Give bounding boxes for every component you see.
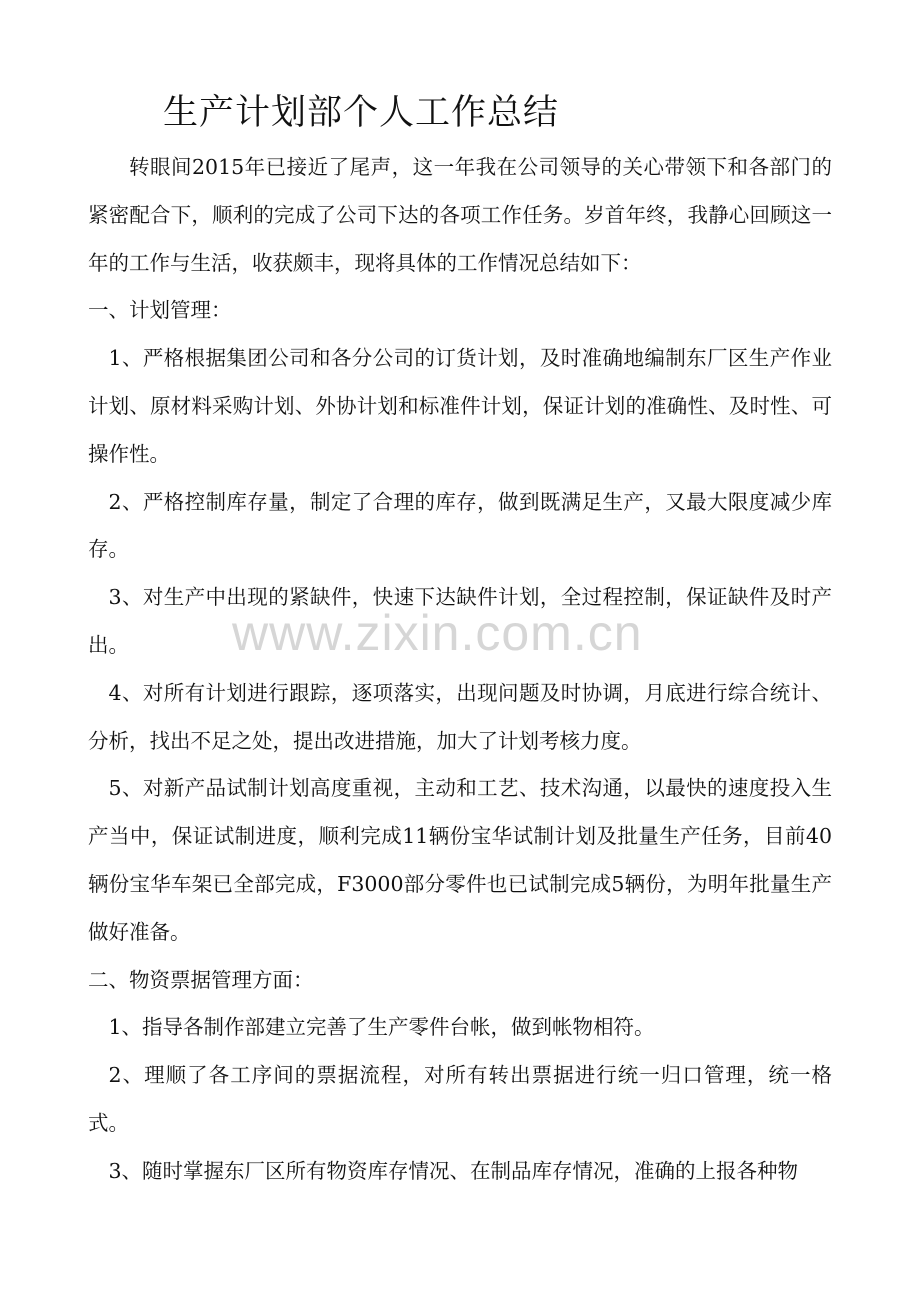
list-item-plan-4: 4、对所有计划进行跟踪，逐项落实，出现问题及时协调，月底进行综合统计、分析，找出不足之处，提出改进措施，加大了计划考核力度。 <box>88 680 832 753</box>
list-item-plan-3: 3、对生产中出现的紧缺件，快速下达缺件计划，全过程控制，保证缺件及时产出。 <box>88 585 832 657</box>
list-item-materials-1: 1、指导各制作部建立完善了生产零件台帐，做到帐物相符。 <box>108 1015 655 1040</box>
list-item-plan-1: 1、严格根据集团公司和各分公司的订货计划，及时准确地编制东厂区生产作业计划、原材料采购计划、外协计划和标准件计划，保证计划的准确性、及时性、可操作性。 <box>88 346 832 466</box>
watermark-text: www.zixin.com.cn <box>232 605 643 661</box>
document-body <box>88 144 832 1196</box>
list-item-plan-5: 5、对新产品试制计划高度重视，主动和工艺、技术沟通，以最快的速度投入生产当中，保证试制进度，顺利完成11辆份宝华试制计划及批量生产任务，目前40辆份宝华车架已全部完成，F3000部分零件也已试制完成5辆份，为明年批量生产做好准备。 <box>88 776 832 944</box>
list-item-materials-2: 2、理顺了各工序间的票据流程，对所有转出票据进行统一归口管理，统一格式。 <box>88 1063 832 1135</box>
list-item-plan-2: 2、严格控制库存量，制定了合理的库存，做到既满足生产，又最大限度减少库存。 <box>88 489 832 562</box>
intro-paragraph: 转眼间2015年已接近了尾声，这一年我在公司领导的关心带领下和各部门的紧密配合下，顺利的完成了公司下达的各项工作任务。岁首年终，我静心回顾这一年的工作与生活，收获颇丰，现将具体的工作情况总结如下： <box>88 155 832 275</box>
section-heading-plan-management: 一、计划管理： <box>88 298 232 323</box>
list-item-materials-3: 3、随时掌握东厂区所有物资库存情况、在制品库存情况，准确的上报各种物 <box>108 1158 799 1183</box>
section-heading-materials: 二、物资票据管理方面： <box>88 967 314 992</box>
document-title: 生产计划部个人工作总结 <box>163 93 560 133</box>
